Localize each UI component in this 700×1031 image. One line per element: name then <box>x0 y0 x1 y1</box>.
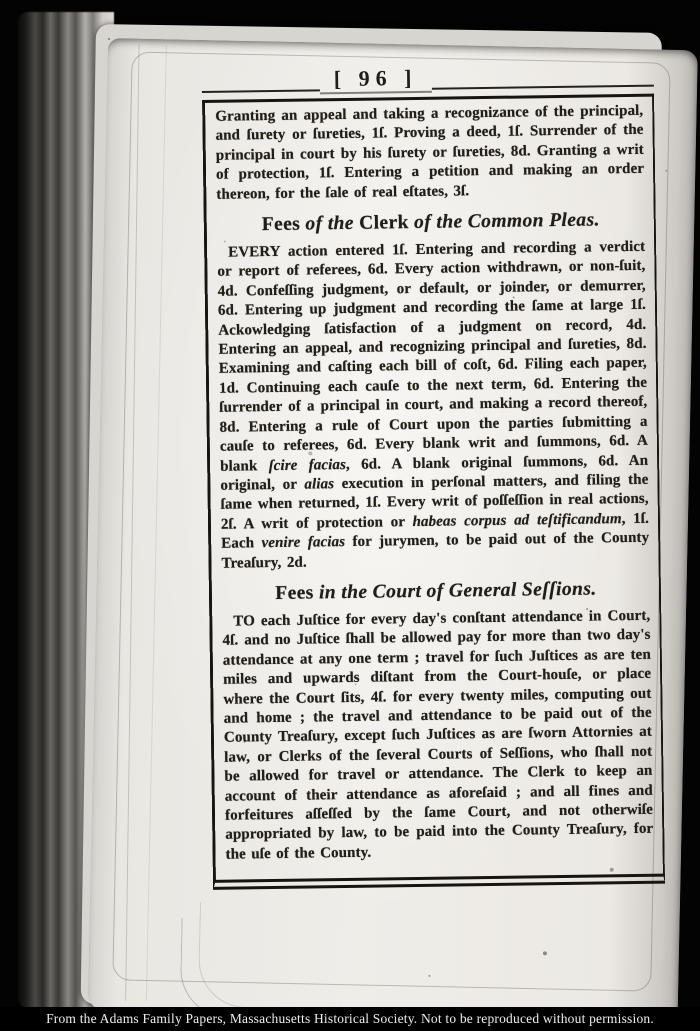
under-page-corner-line <box>198 902 331 1010</box>
credit-bar <box>0 1007 700 1031</box>
folio-rule-right <box>432 85 654 90</box>
paragraph-general-sessions-fees: TO each Juſtice for every day's conſtant attendance in Court, 4ſ. and no Juſtice ſhall be allowed pay for more than two day's attendance at any one term ; travel for ſuch Juſtices as are ten miles and upwards diſtant from the Court-houſe, or place where the Court ſits, 4ſ. for every twenty miles, computing out and home ; the travel and attendance to be paid out of the County Treaſury, except ſuch Juſtices as are ſworn Attornies at law, or Clerks of the ſeveral Courts of Seſſions, who ſhall not be allowed for travel or attendance. The Clerk to keep an account of their attendance as aforeſaid ; and all fines and forfeitures aſſeſſed by the ſame Court, and not otherwiſe appropriated by law, to be paid into the County Treaſury, for the uſe of the County. <box>222 607 654 863</box>
heading-text-italic: in the Court of General Seſſions. <box>318 578 597 604</box>
folio-header <box>202 56 654 96</box>
paragraph-text: execution in perſonal matters, and filing the ſame when returned, 1ſ. Every writ of poſſeſſion in real actions, 2ſ. A writ of protection or <box>220 471 649 533</box>
printed-text-block <box>202 56 666 890</box>
latin-term-italic: ſcire facias <box>268 456 347 474</box>
folio-rule-left <box>202 89 320 93</box>
paragraph-text: EVERY action entered 1ſ. Entering and recording a verdict or report of referees, 6d. Every action withdrawn, or non-ſuit, 4d. Confeſſing judgment, or default, or joinder, or demurrer, 6d. Entering up judgment and recording the ſame at large 1ſ. Ackowledging ſatisfaction of a judgment on record, 4d. Entering an appeal, and recognizing principal and ſureties, 8d. Examining and caſting each bill of coſt, 6d. Filing each paper, 1d. Continuing each cauſe to the next term, 6d. Entering the ſurrender of a principal in court, and making a record thereof, 8d. Entering a rule of Court upon the parties ſubmitting a cauſe to referees, 6d. Every blank writ and ſummons, 6d. A blank <box>217 238 648 475</box>
paragraph-text: , 6d. A blank original ſummons, 6d. An original, or <box>220 452 649 494</box>
credit-text: From the Adams Family Papers, Massachusetts Historical Society. Not to be reproduced without permission. <box>46 1011 654 1026</box>
heading-text: Fees <box>261 213 306 236</box>
paragraph-text: for jurymen, to be paid out of the County Treaſury, 2d. <box>221 529 650 572</box>
latin-term-italic: alias <box>304 476 335 493</box>
paragraph-text: , 1ſ. Each <box>221 510 650 552</box>
heading-text: Clerk <box>359 212 415 234</box>
latin-term-italic: venire facias <box>261 534 346 552</box>
page-number: [ 96 ] <box>320 67 432 95</box>
heading-text-italic: of the <box>305 212 360 235</box>
heading-text: Fees <box>275 582 320 604</box>
paragraph-common-pleas-fees <box>217 238 650 574</box>
paper-specks <box>108 38 110 40</box>
scanned-page <box>88 38 698 1022</box>
heading-text-italic: of the Common Pleas. <box>413 209 600 234</box>
paragraph-opening-fees: Granting an appeal and taking a recognizance of the principal, and ſurety or ſureties, 1ſ. Proving a deed, 1ſ. Surrender of the principal in court by his ſurety or ſureties, 8d. Granting a writ of protection, 1ſ. Entering a petition and making an order thereon, for the ſale of real eſtates, 3ſ. <box>215 102 645 203</box>
heading-general-sessions <box>222 578 650 606</box>
heading-clerk-common-pleas <box>217 209 645 237</box>
latin-term-italic: habeas corpus ad teſtificandum <box>412 510 622 530</box>
text-frame <box>202 94 665 890</box>
